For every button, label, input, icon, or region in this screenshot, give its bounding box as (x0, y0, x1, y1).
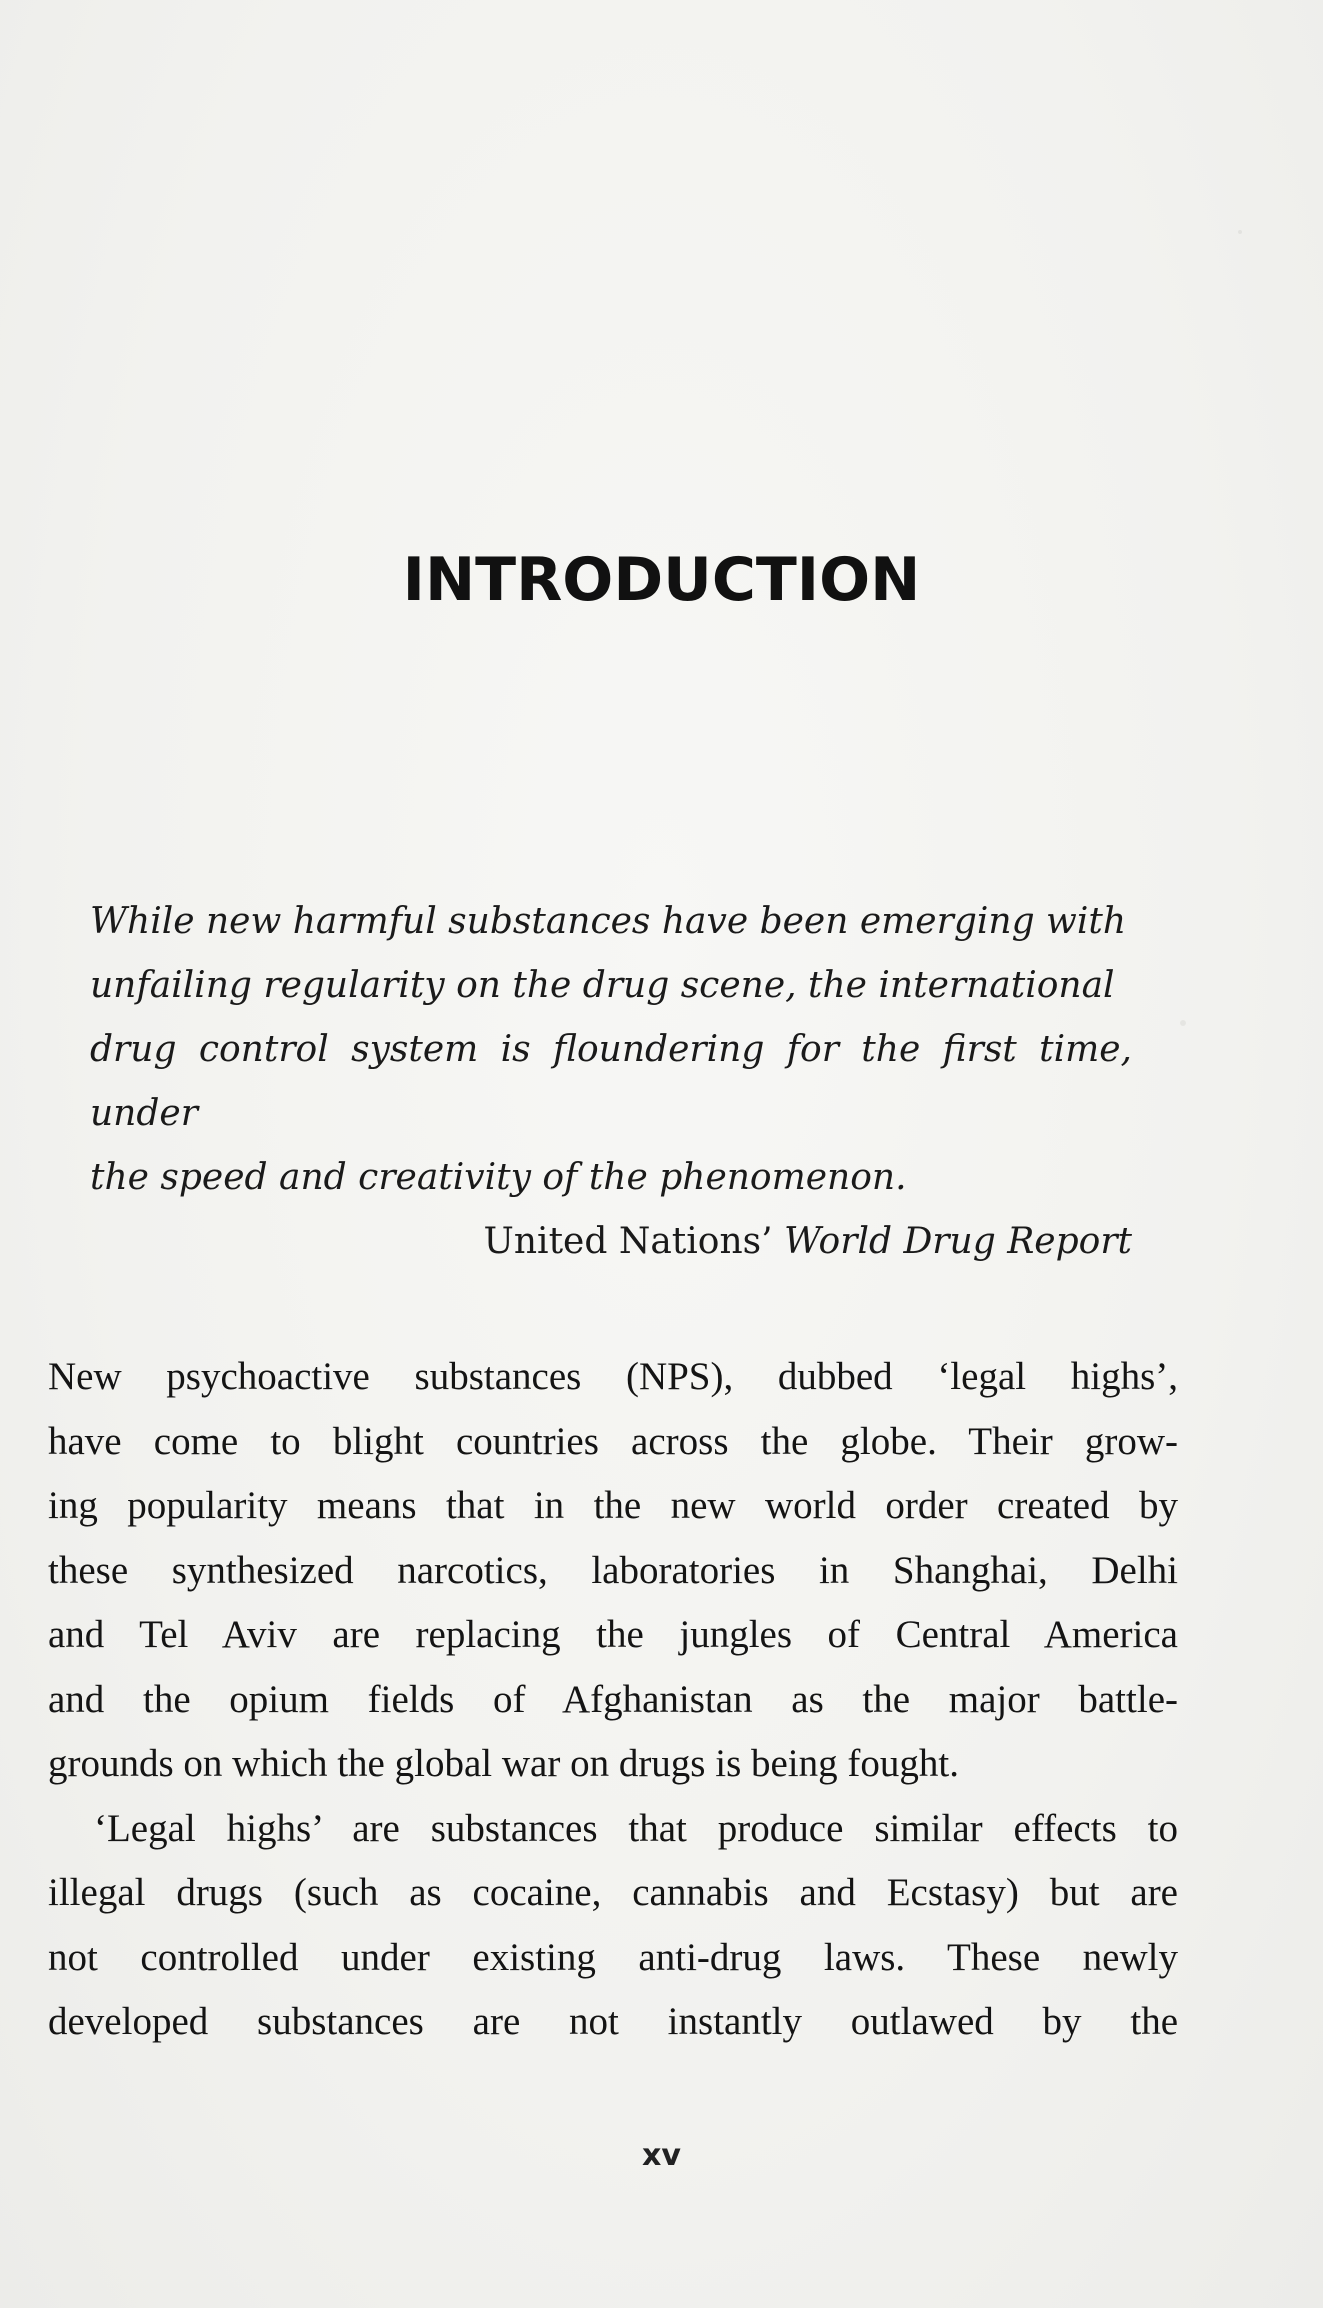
epigraph-line: unfailing regularity on the drug scene, the international (90, 965, 1115, 1006)
page-number: xv (642, 2138, 681, 2173)
attribution-source: United Nations’ (483, 1221, 784, 1262)
body-line: not controlled under existing anti-drug laws. These newly (48, 1935, 1178, 1979)
epigraph-line: the speed and creativity of the phenomenon. (90, 1157, 907, 1198)
body-line: grounds on which the global war on drugs is being fought. (48, 1742, 959, 1785)
body-line: and Tel Aviv are replacing the jungles of Central America (48, 1613, 1178, 1656)
body-line: developed substances are not instantly outlawed by the (48, 2000, 1178, 2043)
body-line: New psychoactive substances (NPS), dubbed ‘legal highs’, (48, 1355, 1178, 1398)
epigraph-line: drug control system is floundering for the first time, under (90, 1029, 1132, 1134)
epigraph (90, 890, 1132, 1274)
body-line: these synthesized narcotics, laboratories in Shanghai, Delhi (48, 1548, 1178, 1592)
chapter-heading: INTRODUCTION (402, 545, 921, 615)
body-line: have come to blight countries across the globe. Their grow- (48, 1419, 1178, 1463)
paper-mark (1238, 230, 1242, 234)
epigraph-attribution (90, 1210, 1132, 1274)
body-line: and the opium fields of Afghanistan as the major battle- (48, 1677, 1178, 1721)
epigraph-line: While new harmful substances have been emerging with (90, 901, 1127, 942)
body-text (48, 1345, 1178, 2055)
body-line: illegal drugs (such as cocaine, cannabis and Ecstasy) but are (48, 1871, 1178, 1914)
body-line: ‘Legal highs’ are substances that produce similar effects to (94, 1806, 1178, 1850)
body-line: ing popularity means that in the new world order created by (48, 1484, 1178, 1527)
attribution-work-title: World Drug Report (784, 1221, 1132, 1262)
paper-mark (1180, 1020, 1186, 1026)
